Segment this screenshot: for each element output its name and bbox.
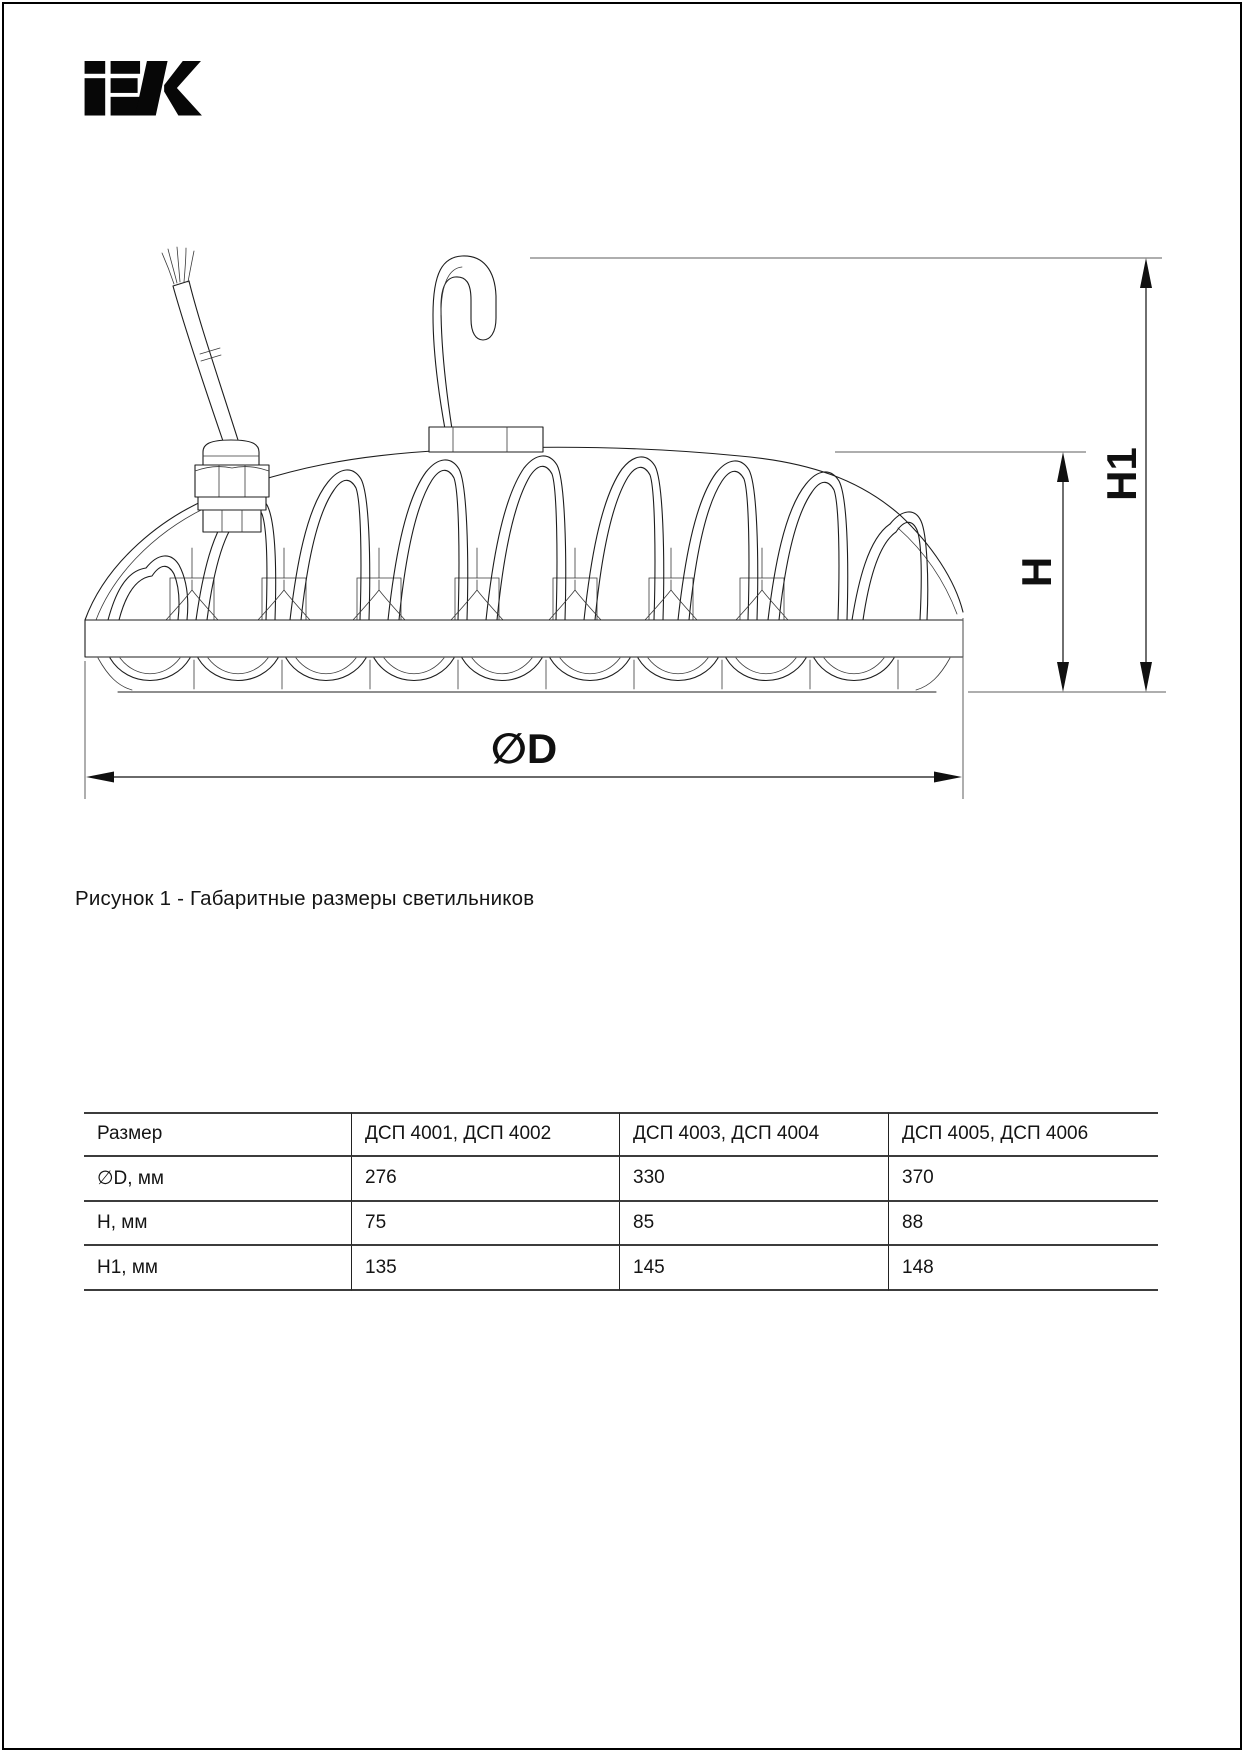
dimension-diameter [86,725,962,783]
table-header-model1: ДСП 4001, ДСП 4002 [352,1112,620,1157]
table-cell-value: 88 [889,1202,1158,1247]
table-cell-value: 276 [352,1157,620,1202]
table-cell-value: 330 [620,1157,889,1202]
fin-base-junctions [166,580,788,620]
table-header-model3: ДСП 4005, ДСП 4006 [889,1112,1158,1157]
arrowhead-up [1057,452,1069,482]
arrowhead-left [86,772,114,783]
arrowhead-right [934,772,962,783]
bottom-lattice [98,658,950,692]
diameter-label: ∅D [490,725,558,772]
table-header-model2: ДСП 4003, ДСП 4004 [620,1112,889,1157]
cable-gland [195,440,269,532]
arrowhead-up [1140,258,1152,288]
figure-caption: Рисунок 1 - Габаритные размеры светильников [75,887,535,910]
logo-e-top-bar [111,61,140,74]
table-cell-value: 148 [889,1246,1158,1291]
power-cable [162,247,238,444]
table-header-param: Размер [84,1112,352,1157]
table-row-param: H, мм [84,1202,352,1247]
rim-ring [85,620,963,657]
suspension-hook [433,256,496,429]
dimensions-table [84,1112,1158,1291]
logo-e-mid-bar [111,78,138,93]
logo-e-bottom-bar [111,97,140,116]
arrowhead-down [1140,662,1152,692]
logo-i-stem [85,78,106,115]
logo-k-arms [164,61,202,116]
h-label: H [1013,556,1060,588]
table-row-param: H1, мм [84,1246,352,1291]
iek-logo [84,61,203,116]
dimension-h1 [1098,258,1152,692]
stripped-wires [162,247,194,284]
table-cell-value: 135 [352,1246,620,1291]
h1-label: H1 [1098,447,1145,501]
table-cell-value: 85 [620,1202,889,1247]
table-row-param: ∅D, мм [84,1157,352,1202]
table-cell-value: 370 [889,1157,1158,1202]
logo-i-dot [85,61,106,74]
hook-mounting-boss [429,427,543,452]
dimension-h [1013,452,1069,692]
table-cell-value: 145 [620,1246,889,1291]
arrowhead-down [1057,662,1069,692]
table-cell-value: 75 [352,1202,620,1247]
luminaire-dimension-drawing [50,195,1200,840]
